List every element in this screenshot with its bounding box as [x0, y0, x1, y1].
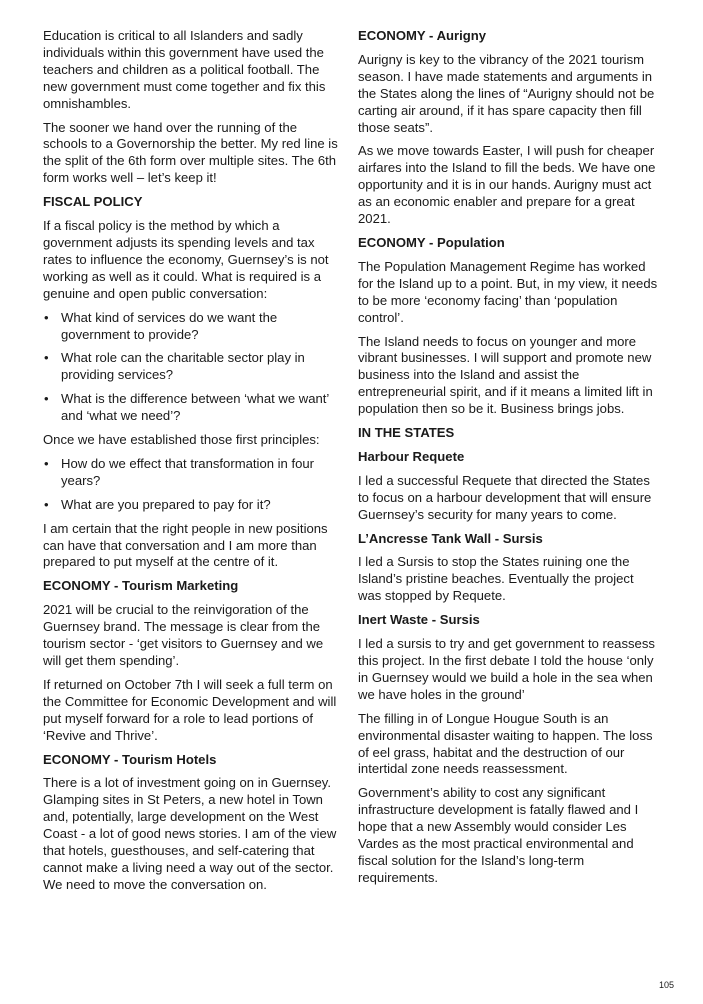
fiscal-question-list	[43, 310, 343, 425]
list-item: • How do we effect that transformation in four years?	[43, 456, 343, 490]
inert-waste-paragraph-3: Government’s ability to cost any significant infrastructure development is fatally flawed and I hope that a new Assembly would consider Les Vardes as the most practical environmental and fiscal solution for the Island’s long-term requirements.	[358, 785, 639, 885]
inert-waste-paragraph-2: The filling in of Longue Hougue South is an environmental disaster waiting to happen. The loss of eel grass, habitat and the destruction of our intertidal zone needs reassessment.	[358, 710, 653, 777]
population-heading: ECONOMY - Population	[358, 234, 505, 250]
list-item: • What are you prepared to pay for it?	[43, 497, 343, 514]
fiscal-principles-list	[43, 456, 343, 514]
aurigny-heading: ECONOMY - Aurigny	[358, 28, 487, 43]
education-paragraph-1: Education is critical to all Islanders and sadly individuals within this government have used the teachers and children as a political football. The new government must come together and fix this omnishambles.	[43, 28, 326, 111]
list-item: • What is the difference between ‘what we want’ and ‘what we need’?	[43, 391, 343, 425]
population-paragraph-2: The Island needs to focus on younger and more vibrant businesses. I will support and promote new business into the Island and assist the entrepreneurial spirit, and if it means a limited lift in population then so be it. Business brings jobs.	[358, 333, 653, 417]
tourism-marketing-paragraph-1: 2021 will be crucial to the reinvigoration of the Guernsey brand. The message is clear from the tourism sector - ‘get visitors to Guernsey and we will get them spending’.	[43, 602, 324, 668]
fiscal-policy-heading: FISCAL POLICY	[43, 194, 143, 210]
aurigny-paragraph-1: Aurigny is key to the vibrancy of the 2021 tourism season. I have made statements and arguments in the States along the lines of “Aurigny should not be carting air around, if it has spare capacity then fill those seats”.	[358, 51, 655, 135]
tourism-hotels-heading: ECONOMY - Tourism Hotels	[43, 751, 217, 767]
tourism-hotels-paragraph-1: There is a lot of investment going on in Guernsey. Glamping sites in St Peters, a new hotel in Town and, potentially, large development on the West Coast - a lot of good news stories. I am of the view that hotels, guesthouses, and self-catering that cannot make a living need a way out of the sector. We need to move the conversation on.	[43, 775, 337, 892]
fiscal-paragraph-2: Once we have established those first principles:	[43, 432, 320, 448]
list-item: • What role can the charitable sector play in providing services?	[43, 350, 343, 384]
fiscal-paragraph-3: I am certain that the right people in new positions can have that conversation and I am more than prepared to put myself at the centre of it.	[43, 520, 328, 570]
fiscal-paragraph-1: If a fiscal policy is the method by which a government adjusts its spending levels and tax rates to influence the economy, Guernsey’s is not working as well as it could. What is required is a genuine and open public conversation:	[43, 218, 329, 301]
tourism-marketing-paragraph-2: If returned on October 7th I will seek a full term on the Committee for Economic Development and will put myself forward for a role to lead portions of ‘Revive and Thrive’.	[43, 676, 337, 743]
education-paragraph-2: The sooner we hand over the running of the schools to a Governorship the better. My red line is the split of the 6th form over multiple sites. The 6th form works well – let’s keep it!	[43, 119, 338, 186]
right-column	[358, 28, 660, 894]
in-the-states-heading: IN THE STATES	[358, 425, 455, 441]
ancresse-heading: L’Ancresse Tank Wall - Sursis	[358, 530, 543, 546]
tourism-marketing-heading: ECONOMY - Tourism Marketing	[43, 578, 239, 594]
population-paragraph-1: The Population Management Regime has worked for the Island up to a point. But, in my view, it needs to be more ‘economy facing’ than ‘population control’.	[358, 258, 658, 325]
page-number: 105	[658, 980, 674, 990]
inert-waste-heading: Inert Waste - Sursis	[358, 612, 480, 628]
left-column	[43, 28, 343, 901]
inert-waste-paragraph-1: I led a sursis to try and get government to reassess this project. In the first debate I told the house ‘only in Guernsey would we build a hole in the sea when we have holes in the ground’	[358, 636, 655, 702]
list-item: • What kind of services do we want the government to provide?	[43, 310, 343, 344]
aurigny-paragraph-2: As we move towards Easter, I will push for cheaper airfares into the Island to fill the beds. We have one opportunity and it is in our hands. Aurigny must act as an economic enabler and prepare for a great 2021.	[358, 143, 656, 227]
harbour-requete-heading: Harbour Requete	[358, 448, 465, 464]
ancresse-paragraph-1: I led a Sursis to stop the States ruining one the Island’s pristine beaches. Eventually the project was stopped by Requete.	[358, 554, 634, 604]
harbour-paragraph-1: I led a successful Requete that directed the States to focus on a harbour development that will ensure Guernsey’s security for many years to come.	[358, 472, 652, 522]
